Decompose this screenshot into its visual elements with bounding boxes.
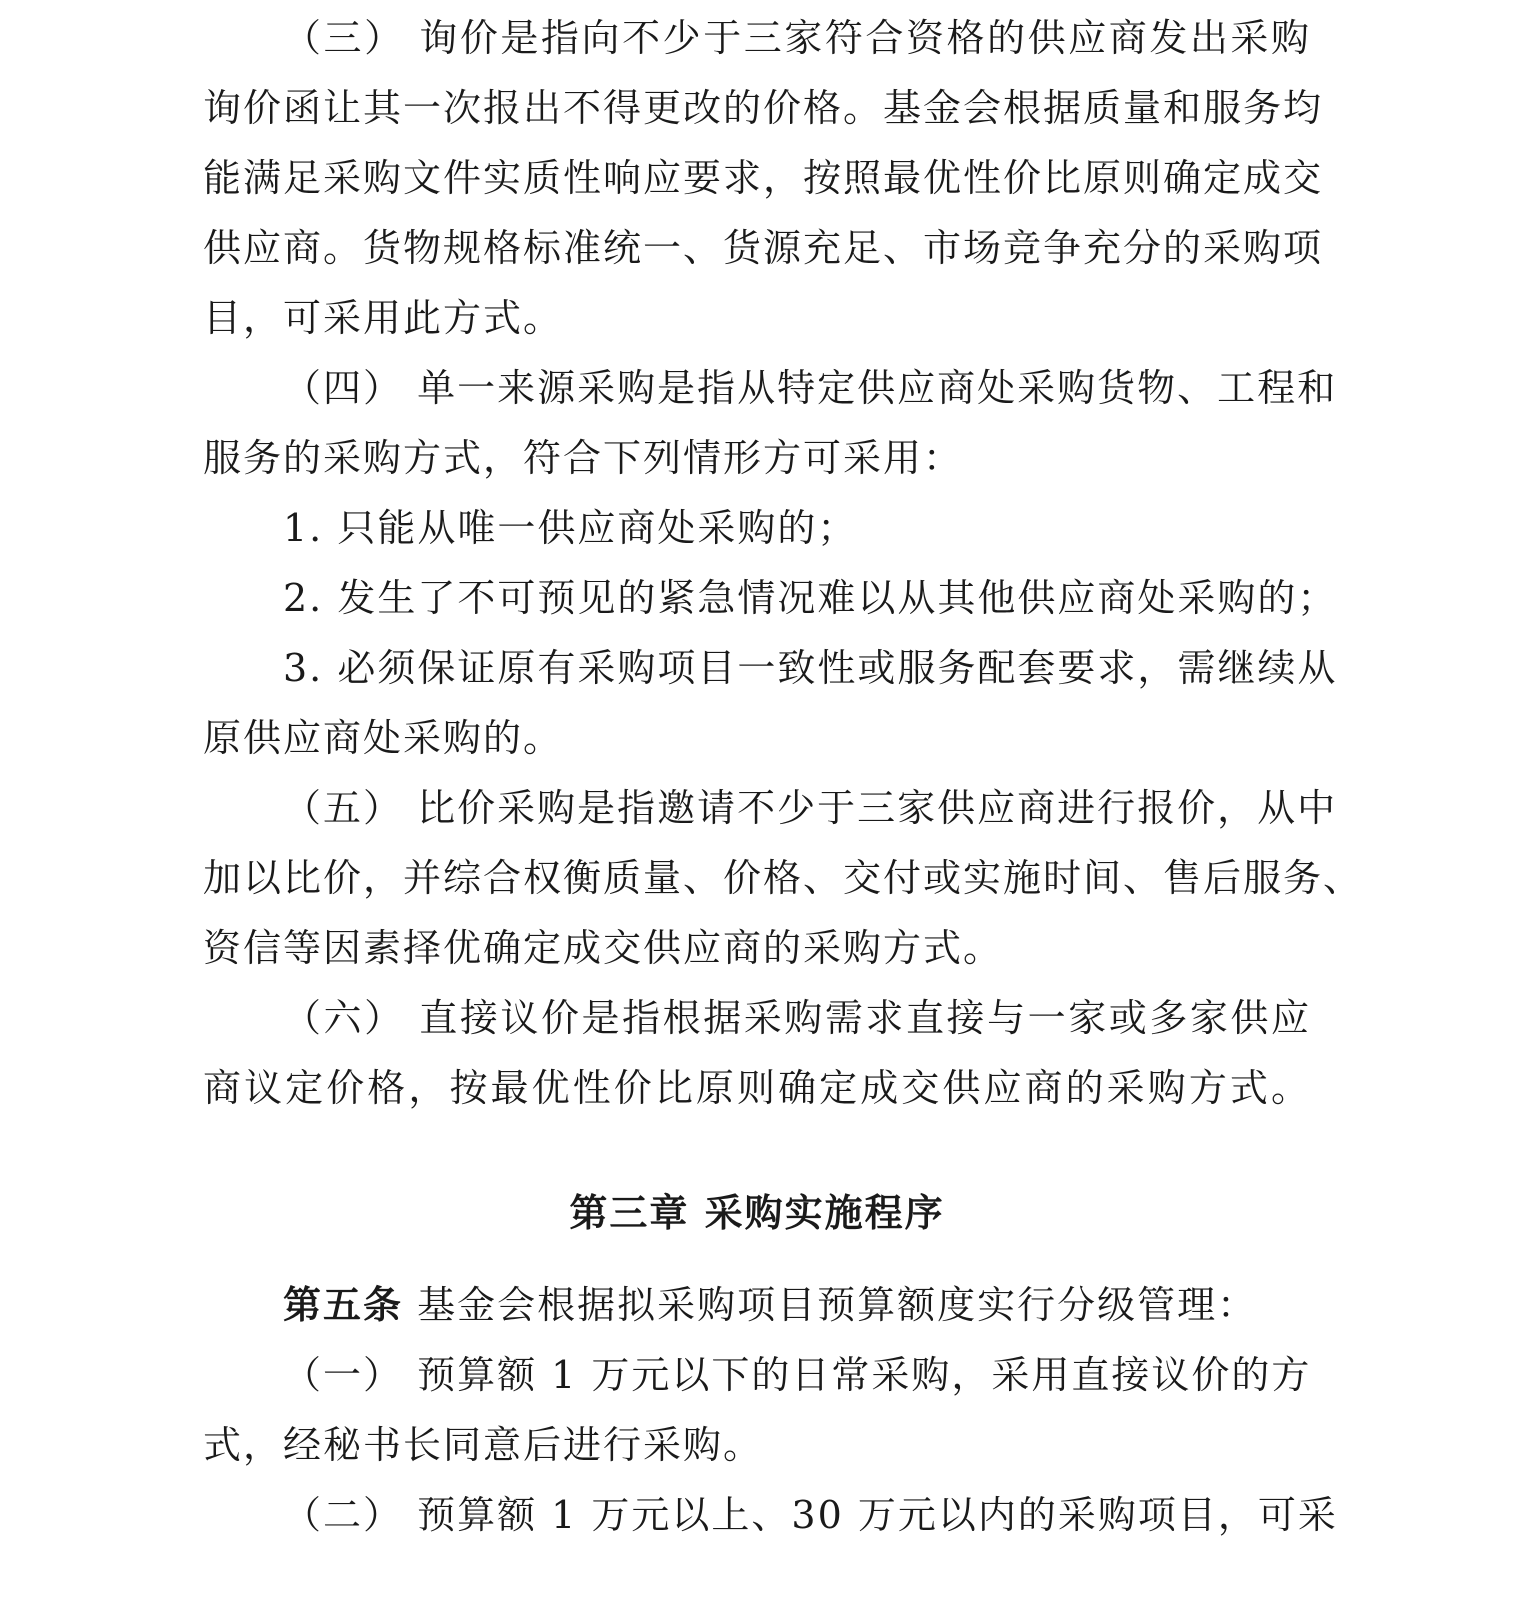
paragraph-line: 加以比价，并综合权衡质量、价格、交付或实施时间、售后服务、 (203, 856, 1364, 900)
list-item: 3. 必须保证原有采购项目一致性或服务配套要求，需继续从 (283, 646, 1338, 690)
paragraph-line: 能满足采购文件实质性响应要求，按照最优性价比原则确定成交 (203, 156, 1324, 200)
paragraph-line: （二） 预算额 1 万元以上、30 万元以内的采购项目，可采 (283, 1493, 1338, 1537)
paragraph-line: 资信等因素择优确定成交供应商的采购方式。 (203, 926, 1004, 970)
paragraph-line: 原供应商处采购的。 (203, 716, 564, 760)
paragraph-line: （六） 直接议价是指根据采购需求直接与一家或多家供应 (283, 996, 1311, 1040)
chapter-heading: 第三章 采购实施程序 (569, 1191, 945, 1235)
paragraph-line: （四） 单一来源采购是指从特定供应商处采购货物、工程和 (283, 366, 1338, 410)
paragraph-line: （五） 比价采购是指邀请不少于三家供应商进行报价，从中 (283, 786, 1338, 830)
paragraph-line: 商议定价格，按最优性价比原则确定成交供应商的采购方式。 (203, 1066, 1311, 1110)
paragraph-line: 供应商。货物规格标准统一、货源充足、市场竞争充分的采购项 (203, 226, 1324, 270)
paragraph-line: （一） 预算额 1 万元以下的日常采购，采用直接议价的方 (283, 1353, 1312, 1397)
article-number: 第五条 (283, 1283, 404, 1327)
paragraph-line: 目，可采用此方式。 (203, 296, 564, 340)
paragraph-line: 询价函让其一次报出不得更改的价格。基金会根据质量和服务均 (203, 86, 1324, 130)
article-line (283, 1280, 1311, 1330)
paragraph-line: 服务的采购方式，符合下列情形方可采用： (203, 436, 964, 480)
list-item: 1. 只能从唯一供应商处采购的； (283, 506, 858, 550)
list-item: 2. 发生了不可预见的紧急情况难以从其他供应商处采购的； (283, 576, 1338, 620)
paragraph-line: （三） 询价是指向不少于三家符合资格的供应商发出采购 (283, 16, 1311, 60)
article-text: 基金会根据拟采购项目预算额度实行分级管理： (403, 1283, 1258, 1327)
paragraph-line: 式，经秘书长同意后进行采购。 (203, 1423, 764, 1467)
